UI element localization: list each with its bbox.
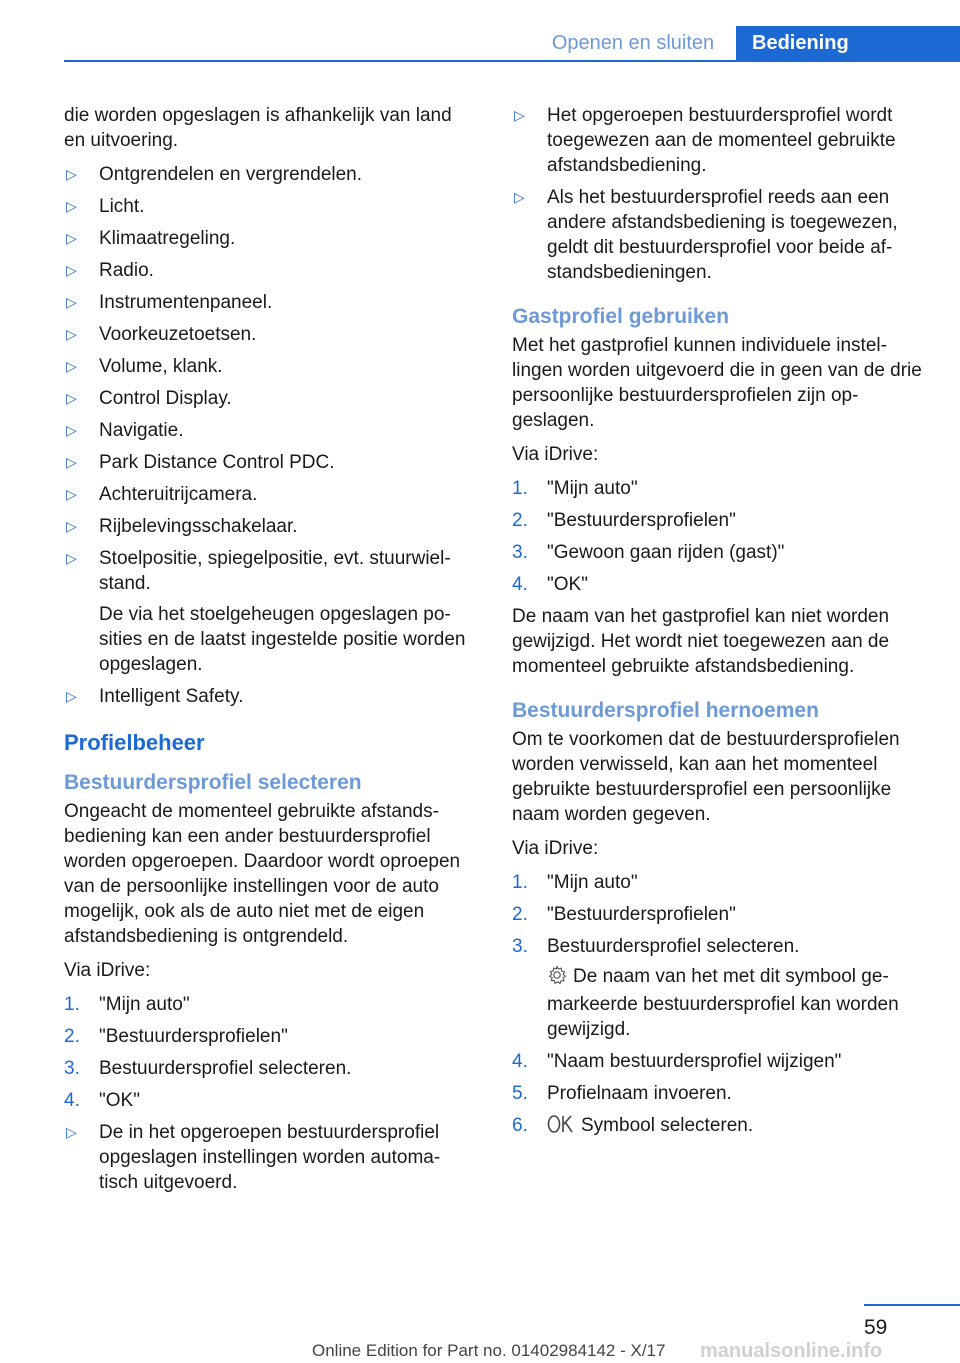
step-number: 1. xyxy=(512,478,528,499)
step-text: "OK" xyxy=(99,1090,140,1111)
header-rule xyxy=(64,60,960,62)
step-number: 2. xyxy=(512,510,528,531)
list-item xyxy=(512,103,924,178)
intro-text: die worden opgeslagen is afhankelijk van land en uitvoering. xyxy=(64,105,452,151)
list-item xyxy=(512,870,924,895)
list-item xyxy=(64,194,472,219)
subheading-rename: Bestuurdersprofiel hernoemen xyxy=(512,699,819,722)
rename-step-note xyxy=(512,964,924,1042)
step-text: "OK" xyxy=(547,574,588,595)
list-item-note: De via het stoelgeheugen opgeslagen posities en de laatst ingestelde positie worden opgeslagen. xyxy=(99,604,466,675)
list-item xyxy=(512,934,924,959)
step-text: "Bestuurdersprofielen" xyxy=(99,1026,288,1047)
list-item-text: Klimaatregeling. xyxy=(99,228,236,249)
triangle-bullet-icon: ▷ xyxy=(66,262,77,278)
rename-steps-cont xyxy=(512,1049,924,1106)
step-text: "Gewoon gaan rijden (gast)" xyxy=(547,542,785,563)
subheading-select: Bestuurdersprofiel selecteren xyxy=(64,771,362,794)
triangle-bullet-icon: ▷ xyxy=(66,1124,77,1140)
list-item xyxy=(512,476,924,501)
list-item xyxy=(64,322,472,347)
step-number: 6. xyxy=(512,1115,528,1136)
step-text: "Mijn auto" xyxy=(547,478,638,499)
step-number: 3. xyxy=(512,542,528,563)
list-item-text: Volume, klank. xyxy=(99,356,223,377)
list-item-text: Stoelpositie, spiegelpositie, evt. stuurwielstand. xyxy=(99,548,451,594)
rename-text: Om te voorkomen dat de bestuurdersprofielen worden verwisseld, kan aan het momenteel gebruikte bestuurdersprofiel een persoonlijke naam worden gegeven. xyxy=(512,729,900,825)
list-item xyxy=(64,354,472,379)
step-number: 1. xyxy=(512,872,528,893)
left-column xyxy=(64,103,472,1202)
rename-steps xyxy=(512,870,924,959)
list-item-text: Navigatie. xyxy=(99,420,184,441)
list-item xyxy=(64,546,472,677)
triangle-bullet-icon: ▷ xyxy=(66,198,77,214)
settings-list xyxy=(64,162,472,539)
list-item xyxy=(512,572,924,597)
list-item-text: Als het bestuurdersprofiel reeds aan een andere afstandsbediening is toegewezen, geldt dit bestuurdersprofiel voor beide afstandsbedieningen. xyxy=(547,187,898,283)
step-text: "Bestuurdersprofielen" xyxy=(547,904,736,925)
profile-result-list xyxy=(512,103,924,285)
guest-text: Met het gastprofiel kunnen individuele instellingen worden uitgevoerd die in geen van de drie persoonlijke bestuurdersprofielen zijn opgeslagen. xyxy=(512,335,922,431)
list-item xyxy=(64,992,472,1017)
list-item-text: De in het opgeroepen bestuurdersprofiel opgeslagen instellingen worden automatisch uitgevoerd. xyxy=(99,1122,441,1193)
watermark: manualsonline.info xyxy=(700,1340,883,1362)
list-item xyxy=(64,1120,472,1195)
list-item xyxy=(512,902,924,927)
triangle-bullet-icon: ▷ xyxy=(66,166,77,182)
list-item-text: Radio. xyxy=(99,260,154,281)
via-idrive-label: Via iDrive: xyxy=(64,960,151,981)
edition-note: Online Edition for Part no. 01402984142 - X/17 xyxy=(312,1341,666,1360)
step-number: 4. xyxy=(512,574,528,595)
list-item xyxy=(64,450,472,475)
step-text: Bestuurdersprofiel selecteren. xyxy=(99,1058,352,1079)
guest-note: De naam van het gastprofiel kan niet worden gewijzigd. Het wordt niet toegewezen aan de momenteel gebruikte afstandsbediening. xyxy=(512,606,890,677)
section-tab: Openen en sluiten xyxy=(551,32,715,54)
page-header xyxy=(0,0,960,64)
step-text: "Mijn auto" xyxy=(547,872,638,893)
list-item xyxy=(64,514,472,539)
step-number: 4. xyxy=(512,1051,528,1072)
step-number: 4. xyxy=(64,1090,80,1111)
step-text: Bestuurdersprofiel selecteren. xyxy=(547,936,800,957)
list-item xyxy=(64,1088,472,1113)
step-number: 3. xyxy=(512,936,528,957)
list-item xyxy=(64,386,472,411)
triangle-bullet-icon: ▷ xyxy=(66,326,77,342)
list-item xyxy=(64,1024,472,1049)
list-item xyxy=(64,482,472,507)
list-item xyxy=(512,185,924,285)
list-item-text: Licht. xyxy=(99,196,145,217)
list-item-text: Voorkeuzetoetsen. xyxy=(99,324,257,345)
step-text: Symbool selecteren. xyxy=(581,1115,754,1136)
select-steps xyxy=(64,992,472,1113)
step-text: Profielnaam invoeren. xyxy=(547,1083,732,1104)
settings-list-cont xyxy=(64,546,472,709)
list-item xyxy=(64,1056,472,1081)
select-text: Ongeacht de momenteel gebruikte afstandsbediening kan een ander bestuurdersprofiel worden opgeroepen. Daardoor wordt oproepen van de persoonlijke instellingen voor de auto mogelijk, ook als de auto niet met de eigen afstandsbediening is ontgrendeld. xyxy=(64,801,461,947)
list-item-text: Achteruitrijcamera. xyxy=(99,484,258,505)
step-number: 1. xyxy=(64,994,80,1015)
rename-step-final xyxy=(512,1113,924,1141)
subheading-guest: Gastprofiel gebruiken xyxy=(512,305,730,328)
triangle-bullet-icon: ▷ xyxy=(66,358,77,374)
chapter-tab: Bediening xyxy=(736,26,960,60)
list-item xyxy=(64,162,472,187)
triangle-bullet-icon: ▷ xyxy=(66,454,77,470)
step-number: 2. xyxy=(512,904,528,925)
via-idrive-label: Via iDrive: xyxy=(512,444,599,465)
list-item xyxy=(512,508,924,533)
triangle-bullet-icon: ▷ xyxy=(66,518,77,534)
select-result-list xyxy=(64,1120,472,1195)
list-item-text: Het opgeroepen bestuurdersprofiel wordt toegewezen aan de momenteel gebruikte afstandsbediening. xyxy=(547,105,896,176)
rename-step-note-text: De naam van het met dit symbool gemarkeerde bestuurdersprofiel kan worden gewijzigd. xyxy=(547,966,899,1040)
list-item xyxy=(512,540,924,565)
footer-rule xyxy=(864,1304,960,1306)
list-item xyxy=(512,1081,924,1106)
list-item-text: Ontgrendelen en vergrendelen. xyxy=(99,164,363,185)
step-text: "Mijn auto" xyxy=(99,994,190,1015)
guest-steps xyxy=(512,476,924,597)
right-column xyxy=(512,103,924,1148)
step-number: 2. xyxy=(64,1026,80,1047)
triangle-bullet-icon: ▷ xyxy=(66,294,77,310)
list-item xyxy=(64,418,472,443)
list-item xyxy=(64,684,472,709)
step-number: 3. xyxy=(64,1058,80,1079)
triangle-bullet-icon: ▷ xyxy=(514,189,525,205)
list-item-text: Park Distance Control PDC. xyxy=(99,452,335,473)
list-item xyxy=(64,226,472,251)
list-item xyxy=(512,1049,924,1074)
step-text: "Naam bestuurdersprofiel wijzigen" xyxy=(547,1051,842,1072)
ok-icon xyxy=(547,1114,575,1141)
via-idrive-label: Via iDrive: xyxy=(512,838,599,859)
list-item-text: Intelligent Safety. xyxy=(99,686,244,707)
triangle-bullet-icon: ▷ xyxy=(66,422,77,438)
triangle-bullet-icon: ▷ xyxy=(514,107,525,123)
gear-icon xyxy=(547,965,567,992)
list-item-text: Rijbelevingsschakelaar. xyxy=(99,516,298,537)
step-number: 5. xyxy=(512,1083,528,1104)
triangle-bullet-icon: ▷ xyxy=(66,688,77,704)
list-item-text: Control Display. xyxy=(99,388,232,409)
triangle-bullet-icon: ▷ xyxy=(66,390,77,406)
list-item xyxy=(512,1113,924,1141)
list-item xyxy=(64,290,472,315)
triangle-bullet-icon: ▷ xyxy=(66,550,77,566)
step-text: "Bestuurdersprofielen" xyxy=(547,510,736,531)
triangle-bullet-icon: ▷ xyxy=(66,230,77,246)
triangle-bullet-icon: ▷ xyxy=(66,486,77,502)
list-item-text: Instrumentenpaneel. xyxy=(99,292,273,313)
heading-profile: Profielbeheer xyxy=(64,730,205,755)
list-item xyxy=(64,258,472,283)
page-number: 59 xyxy=(864,1316,888,1339)
